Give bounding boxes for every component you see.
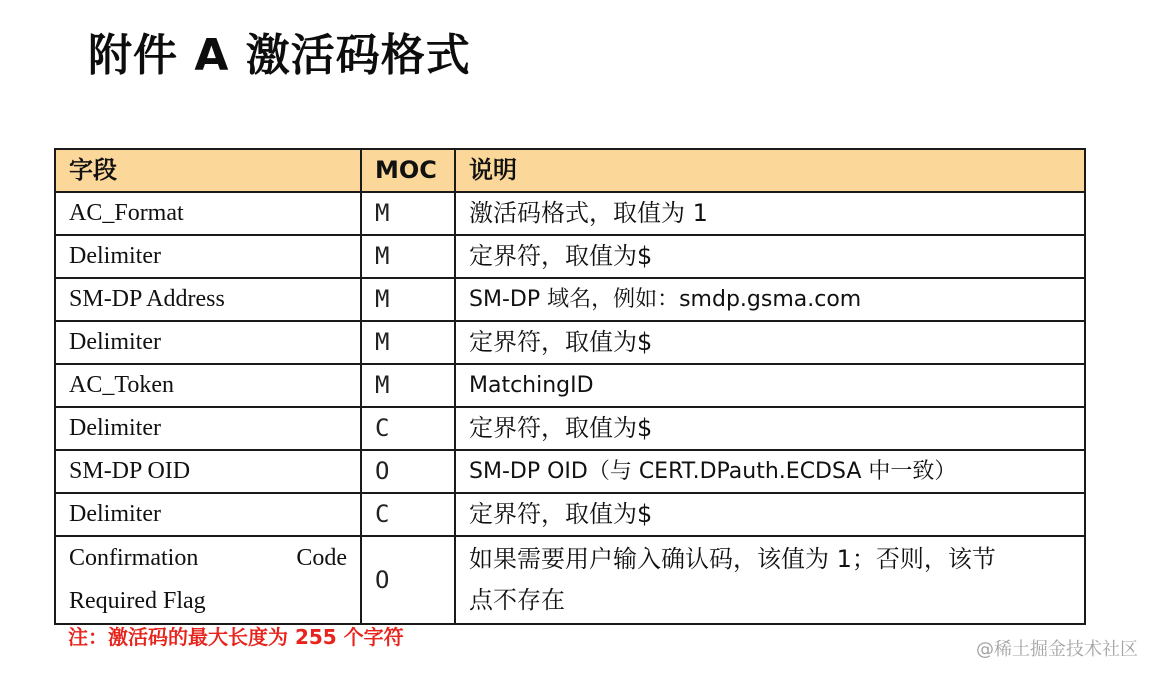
field-cell: Delimiter — [55, 407, 361, 450]
table-row — [55, 536, 1085, 624]
description-cell: 激活码格式，取值为 1 — [455, 192, 1085, 235]
field-line-1 — [69, 537, 347, 580]
description-cell: SM-DP 域名，例如：smdp.gsma.com — [455, 278, 1085, 321]
table-row — [55, 321, 1085, 364]
moc-cell: M — [361, 364, 455, 407]
header-moc: MOC — [361, 149, 455, 192]
description-cell: 定界符，取值为$ — [455, 321, 1085, 364]
activation-code-format-table — [54, 148, 1086, 625]
table-row — [55, 493, 1085, 536]
field-cell: SM-DP OID — [55, 450, 361, 493]
description-cell: MatchingID — [455, 364, 1085, 407]
moc-cell: O — [361, 450, 455, 493]
description-line-2: 点不存在 — [469, 586, 565, 614]
field-word: Confirmation — [69, 545, 199, 571]
moc-cell: M — [361, 278, 455, 321]
description-cell: 定界符，取值为$ — [455, 235, 1085, 278]
moc-cell: O — [361, 536, 455, 624]
table-row — [55, 364, 1085, 407]
table-row — [55, 278, 1085, 321]
moc-cell: M — [361, 321, 455, 364]
field-word: Code — [296, 545, 347, 571]
description-line-1: 如果需要用户输入确认码，该值为 1；否则，该节 — [469, 545, 996, 573]
watermark: @稀土掘金技术社区 — [976, 639, 1138, 660]
table-row — [55, 235, 1085, 278]
description-cell: 定界符，取值为$ — [455, 493, 1085, 536]
field-cell: Delimiter — [55, 321, 361, 364]
field-cell: SM-DP Address — [55, 278, 361, 321]
moc-cell: M — [361, 235, 455, 278]
description-cell: 定界符，取值为$ — [455, 407, 1085, 450]
footnote: 注：激活码的最大长度为 255 个字符 — [68, 625, 404, 649]
moc-cell: C — [361, 407, 455, 450]
field-cell: Delimiter — [55, 493, 361, 536]
field-multiline — [69, 537, 347, 623]
field-cell — [55, 536, 361, 624]
field-cell: AC_Format — [55, 192, 361, 235]
moc-cell: M — [361, 192, 455, 235]
description-cell — [455, 536, 1085, 624]
header-description: 说明 — [455, 149, 1085, 192]
table-row — [55, 192, 1085, 235]
table-row — [55, 450, 1085, 493]
page-title: 附件 A 激活码格式 — [88, 30, 471, 81]
field-cell: AC_Token — [55, 364, 361, 407]
table-row — [55, 407, 1085, 450]
header-field: 字段 — [55, 149, 361, 192]
moc-cell: C — [361, 493, 455, 536]
description-cell: SM-DP OID（与 CERT.DPauth.ECDSA 中一致） — [455, 450, 1085, 493]
field-line-2: Required Flag — [69, 588, 206, 614]
table-header-row — [55, 149, 1085, 192]
field-cell: Delimiter — [55, 235, 361, 278]
